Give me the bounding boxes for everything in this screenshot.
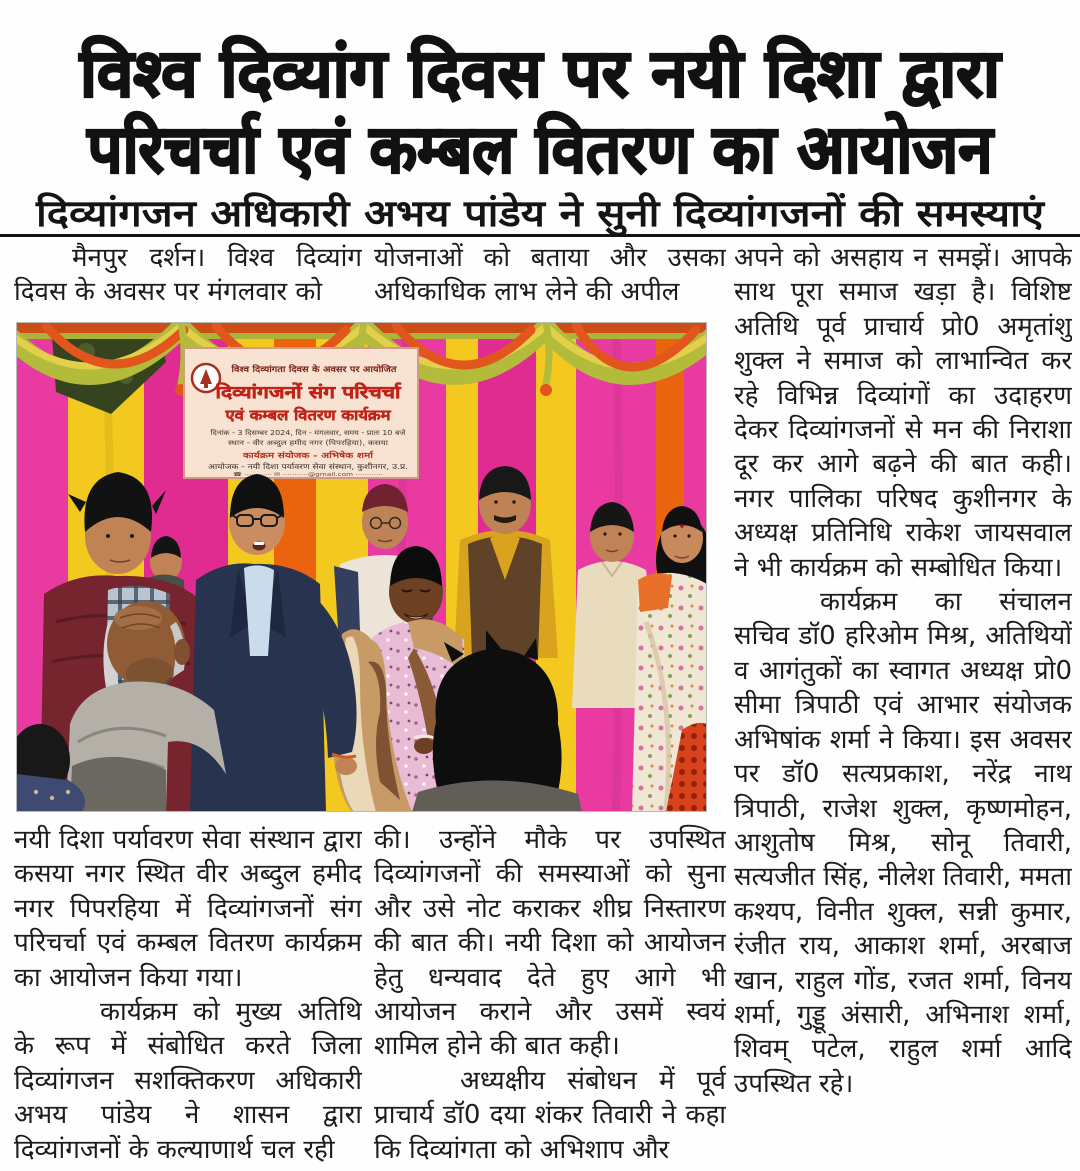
masthead <box>0 0 1080 238</box>
subheadline: दिव्यांगजन अधिकारी अभय पांडेय ने सुनी दिव्यांगजनों की समस्याएं <box>36 192 930 235</box>
event-banner <box>184 348 418 478</box>
paragraph: कार्यक्रम को मुख्य अतिथि के रूप में संबोधित करते जिला दिव्यांगजन सशक्तिकरण अधिकारी अभय पांडेय ने शासन द्वारा दिव्यांगजनों के कल्याणार्थ चल रही <box>14 997 362 1165</box>
event-photo <box>16 322 707 812</box>
paragraph: अध्यक्षीय संबोधन में पूर्व प्राचार्य डॉ0 दया शंकर तिवारी ने कहा कि दिव्यांगता को अभिशाप और <box>374 1065 726 1165</box>
column-middle-bottom <box>374 823 726 1171</box>
headline-line2: परिचर्चा एवं कम्बल वितरण का आयोजन <box>85 111 995 188</box>
banner-top-line: विश्व दिव्यांगता दिवस के अवसर पर आयोजित <box>231 365 375 375</box>
paragraph: मैनपुर दर्शन। विश्व दिव्यांग दिवस के अवसर पर मंगलवार को <box>14 243 362 308</box>
column-middle-top <box>374 241 726 319</box>
paragraph: अपने को असहाय न समझें। आपके साथ पूरा समाज खड़ा है। विशिष्ट अतिथि पूर्व प्राचार्य प्रो0 अमृतांशु शुक्ल ने समाज को लाभान्वित कर रहे विभिन्न दिव्यांगों का उदाहरण देकर दिव्यांगजनों से मन की निराशा दूर कर आगे बढ़ने की बात कही। नगर पालिका परिषद कुशीनगर के अध्यक्ष प्रतिनिधि राकेश जायसवाल ने भी कार्यक्रम को सम्बोधित किया। <box>734 243 1072 583</box>
column-left-bottom <box>14 823 362 1171</box>
column-left-top <box>14 241 362 319</box>
banner-detail-line2: स्थान - वीर अब्दुल हमीद नगर (पिपरहिया), कसया <box>228 439 352 447</box>
paragraph: कार्यक्रम का संचालन सचिव डॉ0 हरिओम मिश्र, अतिथियों व आगंतुकों का स्वागत अध्यक्ष प्रो0 सीमा त्रिपाठी एवं आभार संयोजक अभिषांक शर्मा ने किया। इस अवसर पर डॉ0 सत्यप्रकाश, नरेंद्र नाथ त्रिपाठी, राजेश शुक्ल, कृष्णमोहन, आशुतोष मिश्र, सोनू तिवारी, सत्यजीत सिंह, नीलेश तिवारी, ममता कश्यप, विनीत शुक्ल, सन्नी कुमार, रंजीत राय, आकाश शर्मा, अरबाज खान, राहुल गोंड, रजत शर्मा, विनय शर्मा, गुड्डू अंसारी, अभिनाश शर्मा, शिवम् पटेल, राहुल शर्मा आदि उपस्थित रहे। <box>734 587 1072 1099</box>
banner-title-line1: दिव्यांगजनों संग परिचर्चा <box>215 383 365 403</box>
paragraph: नयी दिशा पर्यावरण सेवा संस्थान द्वारा कसया नगर स्थित वीर अब्दुल हमीद नगर पिपरहिया में दिव्यांगजनों संग परिचर्चा एवं कम्बल वितरण कार्यक्रम का आयोजन किया गया। <box>14 825 362 993</box>
banner-title-line2: एवं कम्बल वितरण कार्यक्रम <box>225 408 371 424</box>
column-right <box>734 241 1072 1171</box>
banner-contact-line: ☎ ············ ✉ ···········@gmail.com ············ <box>233 472 347 478</box>
paragraph: की। उन्होंने मौके पर उपस्थित दिव्यांगजनों की समस्याओं को सुना और उसे नोट कराकर शीघ्र निस्तारण की बात की। नयी दिशा को आयोजन हेतु धन्यवाद देते हुए आगे भी आयोजन कराने और उसमें स्वयं शामिल होने की बात कही। <box>374 825 726 1062</box>
bindi <box>680 524 684 528</box>
banner-detail-line1: दिनांक - 3 दिसम्बर 2024, दिन - मंगलवार, समय - प्रातः 10 बजे <box>210 429 376 437</box>
headline-line1: विश्व दिव्यांग दिवस पर नयी दिशा द्वारा <box>78 35 1003 112</box>
paragraph: योजनाओं को बताया और उसका अधिकाधिक लाभ लेने की अपील <box>374 243 726 308</box>
banner-coordinator-line: कार्यक्रम संयोजक - अभिषेक शर्मा <box>243 451 343 460</box>
banner-organizer-line: आयोजक - नयी दिशा पर्यावरण सेवा संस्थान, कुशीनगर, उ.प्र. <box>208 462 408 471</box>
